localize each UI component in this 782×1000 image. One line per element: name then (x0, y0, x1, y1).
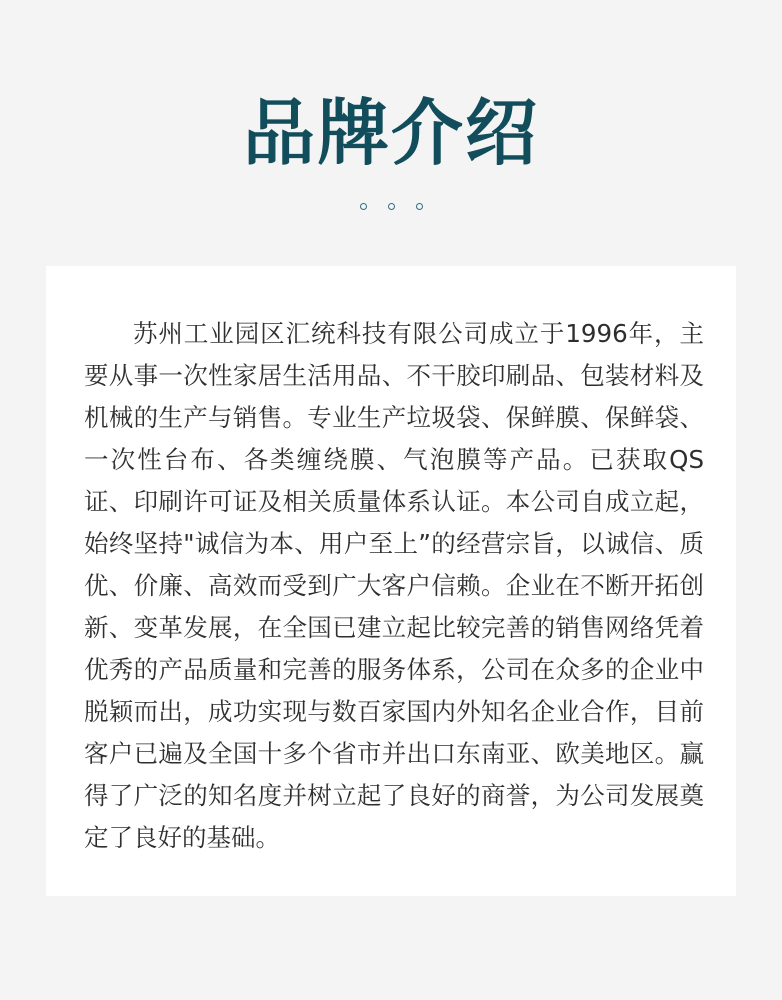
page-title: 品牌介绍 (242, 91, 539, 175)
circle-outline-icon (360, 203, 367, 210)
circle-outline-icon (388, 203, 395, 210)
company-intro-paragraph: 苏州工业园区汇统科技有限公司成立于1996年，主要从事一次性家居生活用品、不干胶印刷品、包装材料及机械的生产与销售。专业生产垃圾袋、保鲜膜、保鲜袋、一次性台布、各类缠绕膜、气泡膜等产品。已获取QS证、印刷许可证及相关质量体系认证。本公司自成立起，始终坚持"诚信为本、用户至上”的经营宗旨，以诚信、质优、价廉、高效而受到广大客户信赖。企业在不断开拓创新、变革发展，在全国已建立起比较完善的销售网络凭着优秀的产品质量和完善的服务体系，公司在众多的企业中脱颖而出，成功实现与数百家国内外知名企业合作，目前客户已遍及全国十多个省市并出口东南亚、欧美地区。赢得了广泛的知名度并树立起了良好的商誉，为公司发展奠定了良好的基础。 (84, 319, 704, 852)
intro-card (46, 266, 736, 896)
circle-outline-icon (416, 203, 423, 210)
decorative-dots (0, 203, 782, 210)
